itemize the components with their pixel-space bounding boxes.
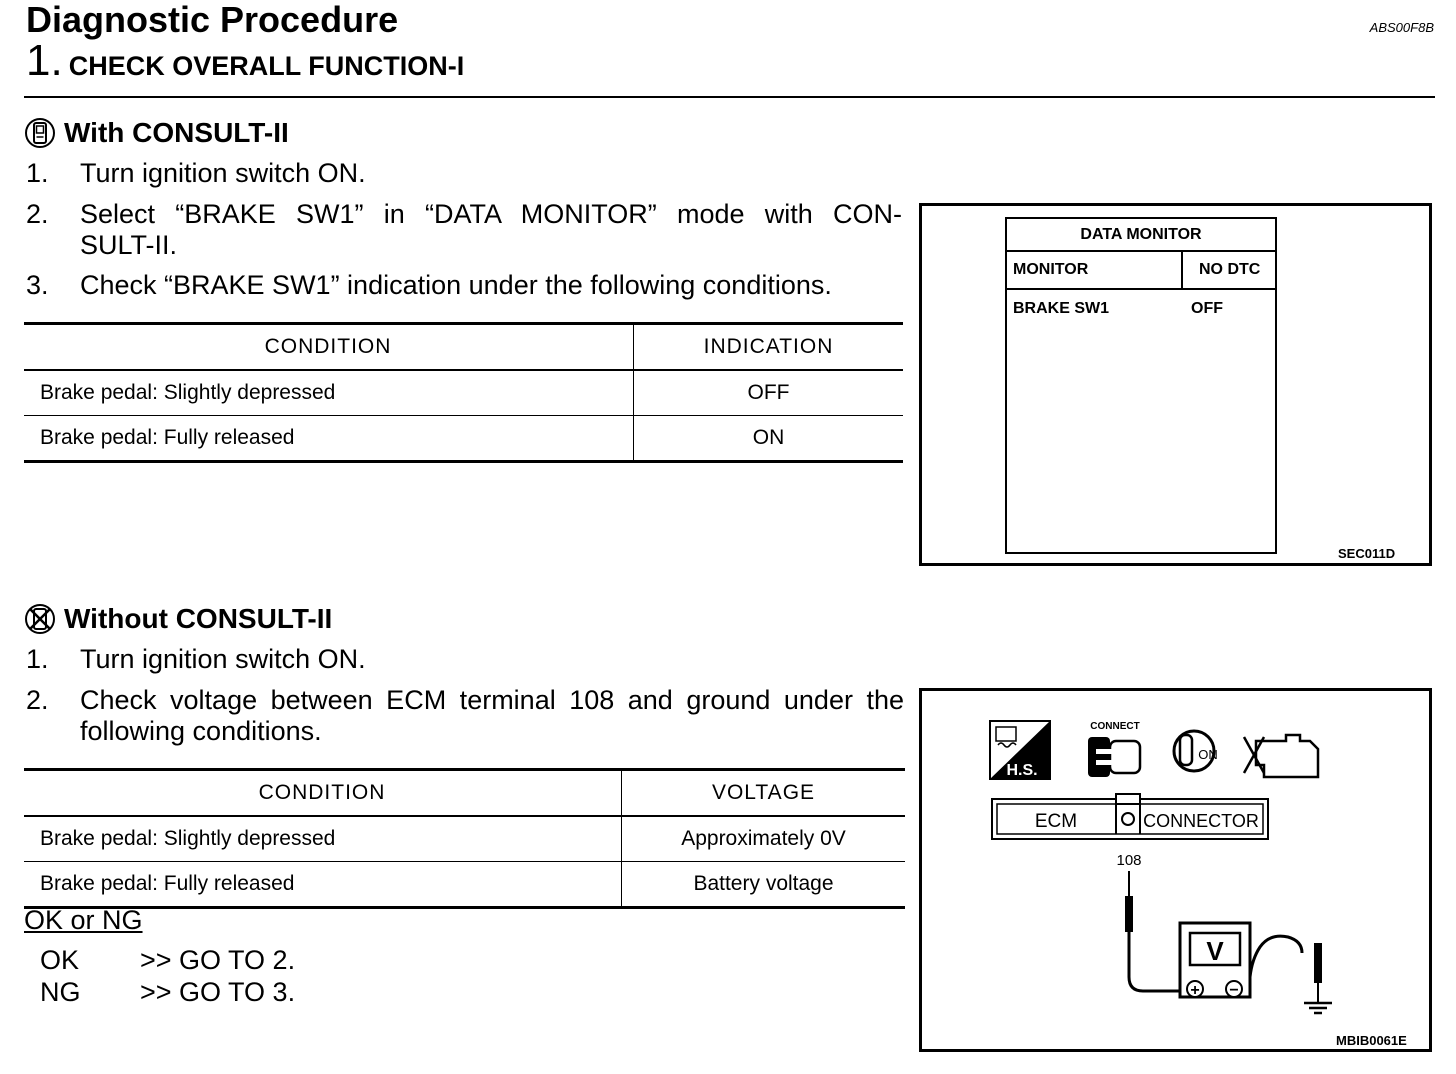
figure-code: MBIB0061E — [1336, 1033, 1407, 1048]
data-monitor-title: DATA MONITOR — [1007, 219, 1275, 252]
terminal-label: 108 — [1116, 852, 1142, 869]
table-row — [24, 370, 903, 416]
ecm-connector — [992, 794, 1268, 839]
table-row — [24, 862, 905, 908]
data-monitor-figure — [919, 203, 1432, 566]
table-cell: OFF — [634, 370, 904, 416]
ok-action: >> GO TO 2. — [140, 945, 296, 975]
step-num: 1. — [26, 158, 49, 188]
indication-table — [24, 322, 903, 463]
monitor-item-value: OFF — [1191, 300, 1223, 317]
table-header-row — [24, 324, 903, 371]
with-step-2 — [26, 198, 906, 262]
without-step-2 — [26, 684, 906, 748]
connector-label: CONNECTOR — [1143, 811, 1259, 831]
table-cell: ON — [634, 416, 904, 462]
step-text: Turn ignition switch ON. — [80, 644, 366, 674]
step-number: 1. — [26, 36, 63, 85]
without-consult-heading — [24, 602, 332, 636]
table-cell: Brake pedal: Slightly depressed — [24, 816, 622, 862]
step-num: 3. — [26, 270, 49, 300]
table-cell: Brake pedal: Slightly depressed — [24, 370, 634, 416]
without-step-1 — [26, 643, 906, 675]
circuit-diagram — [922, 691, 1429, 1049]
step-text: Check voltage between ECM terminal 108 and ground under the — [80, 685, 904, 715]
plus-terminal: + — [1190, 982, 1200, 999]
step-text: Check “BRAKE SW1” indication under the following conditions. — [80, 270, 832, 300]
table-row — [24, 816, 905, 862]
table-cell: Approximately 0V — [622, 816, 906, 862]
step-text-cont: following conditions. — [80, 716, 322, 746]
without-consult-label: Without CONSULT-II — [64, 603, 333, 634]
table-header-row — [24, 770, 905, 817]
step-text-cont: SULT-II. — [80, 230, 178, 260]
ok-ng-heading: OK or NG — [24, 905, 143, 935]
table-row — [24, 416, 903, 462]
circuit-figure — [919, 688, 1432, 1052]
ng-label: NG — [40, 977, 81, 1007]
ecm-label: ECM — [1034, 811, 1078, 832]
table-cell: Brake pedal: Fully released — [24, 862, 622, 908]
figure-code: SEC011D — [1338, 546, 1396, 561]
step-heading — [26, 38, 464, 94]
header-rule — [24, 96, 1435, 98]
hs-icon — [990, 721, 1050, 779]
step-num: 1. — [26, 644, 49, 674]
no-consult-icon — [24, 603, 56, 635]
with-step-1 — [26, 157, 906, 189]
minus-terminal: − — [1229, 982, 1239, 999]
step-title: CHECK OVERALL FUNCTION-I — [68, 51, 465, 81]
ignition-on-icon — [1174, 731, 1218, 771]
on-label: ON — [1198, 747, 1218, 762]
table-cell: Brake pedal: Fully released — [24, 416, 634, 462]
header-divider — [1181, 252, 1183, 288]
column-header: CONDITION — [24, 324, 634, 371]
table-cell: Battery voltage — [622, 862, 906, 908]
with-consult-label: With CONSULT-II — [64, 117, 289, 148]
step-text: Turn ignition switch ON. — [80, 158, 366, 188]
connect-label: CONNECT — [1090, 721, 1140, 732]
column-header: VOLTAGE — [622, 770, 906, 817]
page-title: Diagnostic Procedure — [26, 0, 399, 40]
column-header: INDICATION — [634, 324, 904, 371]
voltmeter — [1180, 923, 1250, 999]
voltage-table — [24, 768, 905, 909]
data-monitor-header — [1007, 252, 1275, 290]
step-num: 2. — [26, 199, 49, 229]
monitor-item-name: BRAKE SW1 — [1013, 300, 1110, 317]
step-text: Select “BRAKE SW1” in “DATA MONITOR” mode with CON- — [80, 199, 902, 229]
engine-off-icon — [1244, 735, 1318, 777]
meter-label: V — [1206, 936, 1224, 966]
ng-action: >> GO TO 3. — [140, 977, 296, 1007]
consult-tool-icon — [24, 117, 56, 149]
monitor-col-label: MONITOR — [1013, 261, 1089, 278]
data-monitor-screen — [1005, 217, 1277, 554]
hs-label: H.S. — [1006, 762, 1038, 779]
step-num: 2. — [26, 685, 49, 715]
column-header: CONDITION — [24, 770, 622, 817]
with-consult-heading — [24, 116, 289, 150]
dtc-col-label: NO DTC — [1199, 261, 1261, 278]
with-step-3 — [26, 269, 906, 301]
connect-icon — [1088, 721, 1140, 777]
ok-label: OK — [40, 945, 80, 975]
doc-id: ABS00F8B — [1369, 20, 1434, 35]
